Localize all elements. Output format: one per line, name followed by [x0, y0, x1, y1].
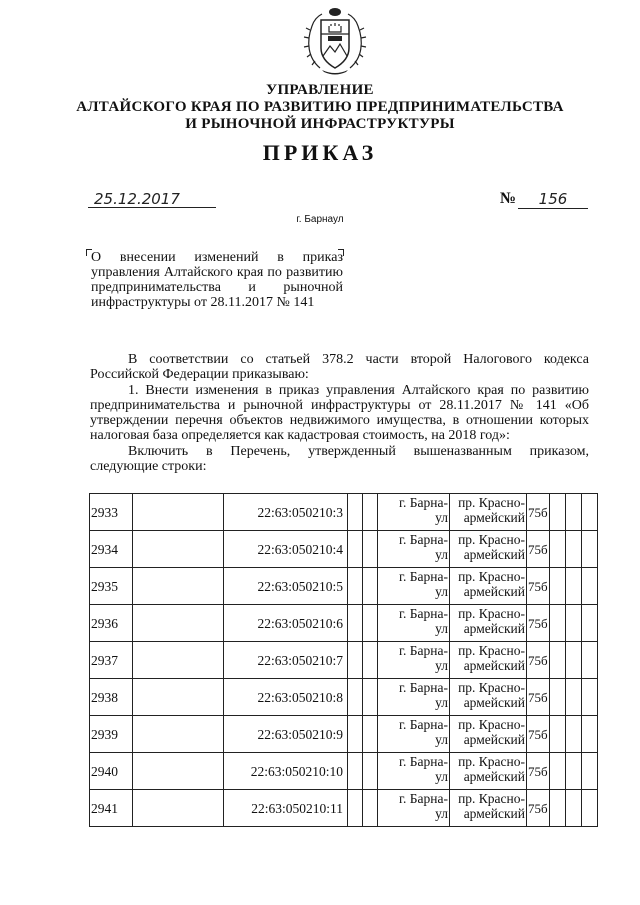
row-number: 2940 [90, 753, 133, 790]
empty-cell [133, 531, 224, 568]
empty-cell [565, 790, 581, 827]
house-number: 75б [527, 790, 550, 827]
city-cell [378, 605, 450, 642]
empty-cell [133, 790, 224, 827]
house-number: 75б [527, 605, 550, 642]
body-paragraph-3: Включить в Перечень, утвержденный вышеназванным приказом, следующие строки: [90, 443, 589, 475]
empty-cell [363, 679, 378, 716]
empty-cell [348, 753, 363, 790]
cadastral-number: 22:63:050210:3 [224, 494, 348, 531]
empty-cell [348, 605, 363, 642]
document-number: 156 [518, 190, 588, 209]
empty-cell [565, 642, 581, 679]
city-line-1: г. Барна- [399, 680, 448, 695]
city-line-1: г. Барна- [399, 791, 448, 806]
city-cell [378, 568, 450, 605]
organization-name [0, 82, 640, 133]
row-number: 2939 [90, 716, 133, 753]
city-line-1: г. Барна- [399, 569, 448, 584]
empty-cell [581, 494, 597, 531]
cadastral-number: 22:63:050210:6 [224, 605, 348, 642]
city-line-2: ул [435, 769, 448, 784]
empty-cell [348, 642, 363, 679]
city-line-2: ул [435, 695, 448, 710]
city-line-1: г. Барна- [399, 606, 448, 621]
city-cell [378, 716, 450, 753]
empty-cell [549, 642, 565, 679]
street-cell [450, 568, 527, 605]
empty-cell [363, 790, 378, 827]
row-number: 2936 [90, 605, 133, 642]
row-number: 2934 [90, 531, 133, 568]
empty-cell [565, 568, 581, 605]
city-cell [378, 679, 450, 716]
table-row [90, 716, 598, 753]
street-cell [450, 531, 527, 568]
street-line-2: армейский [463, 547, 525, 562]
empty-cell [565, 753, 581, 790]
empty-cell [363, 568, 378, 605]
document-subject: О внесении изменений в приказ управления Алтайского края по развитию предпринимательства и рыночной инфраструктуры от 28.11.2017 № 141 [91, 250, 343, 310]
row-number: 2938 [90, 679, 133, 716]
city-line-1: г. Барна- [399, 643, 448, 658]
empty-cell [348, 531, 363, 568]
table-row [90, 605, 598, 642]
street-line-1: пр. Красно- [458, 754, 525, 769]
empty-cell [133, 753, 224, 790]
empty-cell [549, 568, 565, 605]
city-line-2: ул [435, 732, 448, 747]
city-cell [378, 753, 450, 790]
street-line-1: пр. Красно- [458, 680, 525, 695]
empty-cell [348, 716, 363, 753]
house-number: 75б [527, 679, 550, 716]
street-cell [450, 790, 527, 827]
house-number: 75б [527, 531, 550, 568]
empty-cell [363, 753, 378, 790]
table-row [90, 494, 598, 531]
empty-cell [581, 679, 597, 716]
street-cell [450, 494, 527, 531]
empty-cell [565, 679, 581, 716]
empty-cell [581, 642, 597, 679]
empty-cell [565, 531, 581, 568]
empty-cell [363, 531, 378, 568]
empty-cell [549, 494, 565, 531]
empty-cell [133, 642, 224, 679]
city-line-1: г. Барна- [399, 754, 448, 769]
document-city: г. Барнаул [296, 214, 344, 225]
street-cell [450, 753, 527, 790]
empty-cell [133, 494, 224, 531]
empty-cell [363, 716, 378, 753]
city-line-2: ул [435, 547, 448, 562]
cadastral-number: 22:63:050210:4 [224, 531, 348, 568]
city-cell [378, 494, 450, 531]
body-paragraph-2: 1. Внести изменения в приказ управления Алтайского края по развитию предпринимательства и рыночной инфраструктуры от 28.11.2017 № 141 «Об утверждении перечня объектов недвижимого имущества, в отношении которых налоговая база определяется как кадастровая стоимость, на 2018 год»: [90, 382, 589, 444]
table-row [90, 531, 598, 568]
table-row [90, 790, 598, 827]
cadastral-number: 22:63:050210:10 [224, 753, 348, 790]
street-line-2: армейский [463, 732, 525, 747]
empty-cell [549, 679, 565, 716]
empty-cell [348, 568, 363, 605]
city-line-2: ул [435, 806, 448, 821]
house-number: 75б [527, 716, 550, 753]
street-cell [450, 679, 527, 716]
empty-cell [363, 642, 378, 679]
empty-cell [363, 494, 378, 531]
cadastral-number: 22:63:050210:11 [224, 790, 348, 827]
empty-cell [348, 679, 363, 716]
street-line-1: пр. Красно- [458, 569, 525, 584]
body-paragraph-1: В соответствии со статьей 378.2 части второй Налогового кодекса Российской Федерации приказываю: [90, 352, 589, 383]
property-list-table [89, 493, 598, 827]
row-number: 2933 [90, 494, 133, 531]
empty-cell [565, 605, 581, 642]
street-line-2: армейский [463, 658, 525, 673]
city-line-2: ул [435, 584, 448, 599]
house-number: 75б [527, 494, 550, 531]
cadastral-number: 22:63:050210:8 [224, 679, 348, 716]
empty-cell [549, 605, 565, 642]
city-line-1: г. Барна- [399, 495, 448, 510]
row-number: 2941 [90, 790, 133, 827]
street-line-1: пр. Красно- [458, 606, 525, 621]
city-line-2: ул [435, 510, 448, 525]
empty-cell [133, 679, 224, 716]
cadastral-number: 22:63:050210:9 [224, 716, 348, 753]
empty-cell [363, 605, 378, 642]
table-row [90, 753, 598, 790]
cadastral-number: 22:63:050210:7 [224, 642, 348, 679]
street-line-1: пр. Красно- [458, 643, 525, 658]
empty-cell [565, 494, 581, 531]
empty-cell [581, 753, 597, 790]
street-cell [450, 605, 527, 642]
org-line-2: АЛТАЙСКОГО КРАЯ ПО РАЗВИТИЮ ПРЕДПРИНИМАТЕЛЬСТВА [76, 99, 564, 115]
city-line-1: г. Барна- [399, 532, 448, 547]
org-line-3: И РЫНОЧНОЙ ИНФРАСТРУКТУРЫ [185, 116, 455, 132]
empty-cell [581, 531, 597, 568]
street-line-2: армейский [463, 621, 525, 636]
street-cell [450, 642, 527, 679]
empty-cell [549, 790, 565, 827]
street-line-2: армейский [463, 806, 525, 821]
city-line-2: ул [435, 621, 448, 636]
empty-cell [565, 716, 581, 753]
org-line-1: УПРАВЛЕНИЕ [266, 82, 374, 98]
cadastral-number: 22:63:050210:5 [224, 568, 348, 605]
table-row [90, 642, 598, 679]
empty-cell [348, 494, 363, 531]
row-number: 2935 [90, 568, 133, 605]
street-cell [450, 716, 527, 753]
empty-cell [581, 568, 597, 605]
empty-cell [581, 790, 597, 827]
street-line-2: армейский [463, 584, 525, 599]
row-number: 2937 [90, 642, 133, 679]
city-cell [378, 790, 450, 827]
house-number: 75б [527, 642, 550, 679]
empty-cell [133, 605, 224, 642]
document-body [90, 352, 589, 474]
street-line-1: пр. Красно- [458, 717, 525, 732]
city-cell [378, 531, 450, 568]
street-line-1: пр. Красно- [458, 532, 525, 547]
empty-cell [549, 753, 565, 790]
document-type-title: ПРИКАЗ [262, 140, 378, 165]
number-label: № [500, 190, 517, 207]
empty-cell [133, 568, 224, 605]
coat-of-arms-icon [302, 6, 368, 76]
empty-cell [581, 716, 597, 753]
empty-cell [581, 605, 597, 642]
city-line-1: г. Барна- [399, 717, 448, 732]
empty-cell [348, 790, 363, 827]
street-line-2: армейский [463, 695, 525, 710]
city-cell [378, 642, 450, 679]
table-row [90, 679, 598, 716]
empty-cell [133, 716, 224, 753]
street-line-1: пр. Красно- [458, 791, 525, 806]
document-date: 25.12.2017 [88, 190, 216, 208]
city-line-2: ул [435, 658, 448, 673]
street-line-1: пр. Красно- [458, 495, 525, 510]
street-line-2: армейский [463, 510, 525, 525]
street-line-2: армейский [463, 769, 525, 784]
empty-cell [549, 716, 565, 753]
house-number: 75б [527, 568, 550, 605]
empty-cell [549, 531, 565, 568]
table-row [90, 568, 598, 605]
house-number: 75б [527, 753, 550, 790]
